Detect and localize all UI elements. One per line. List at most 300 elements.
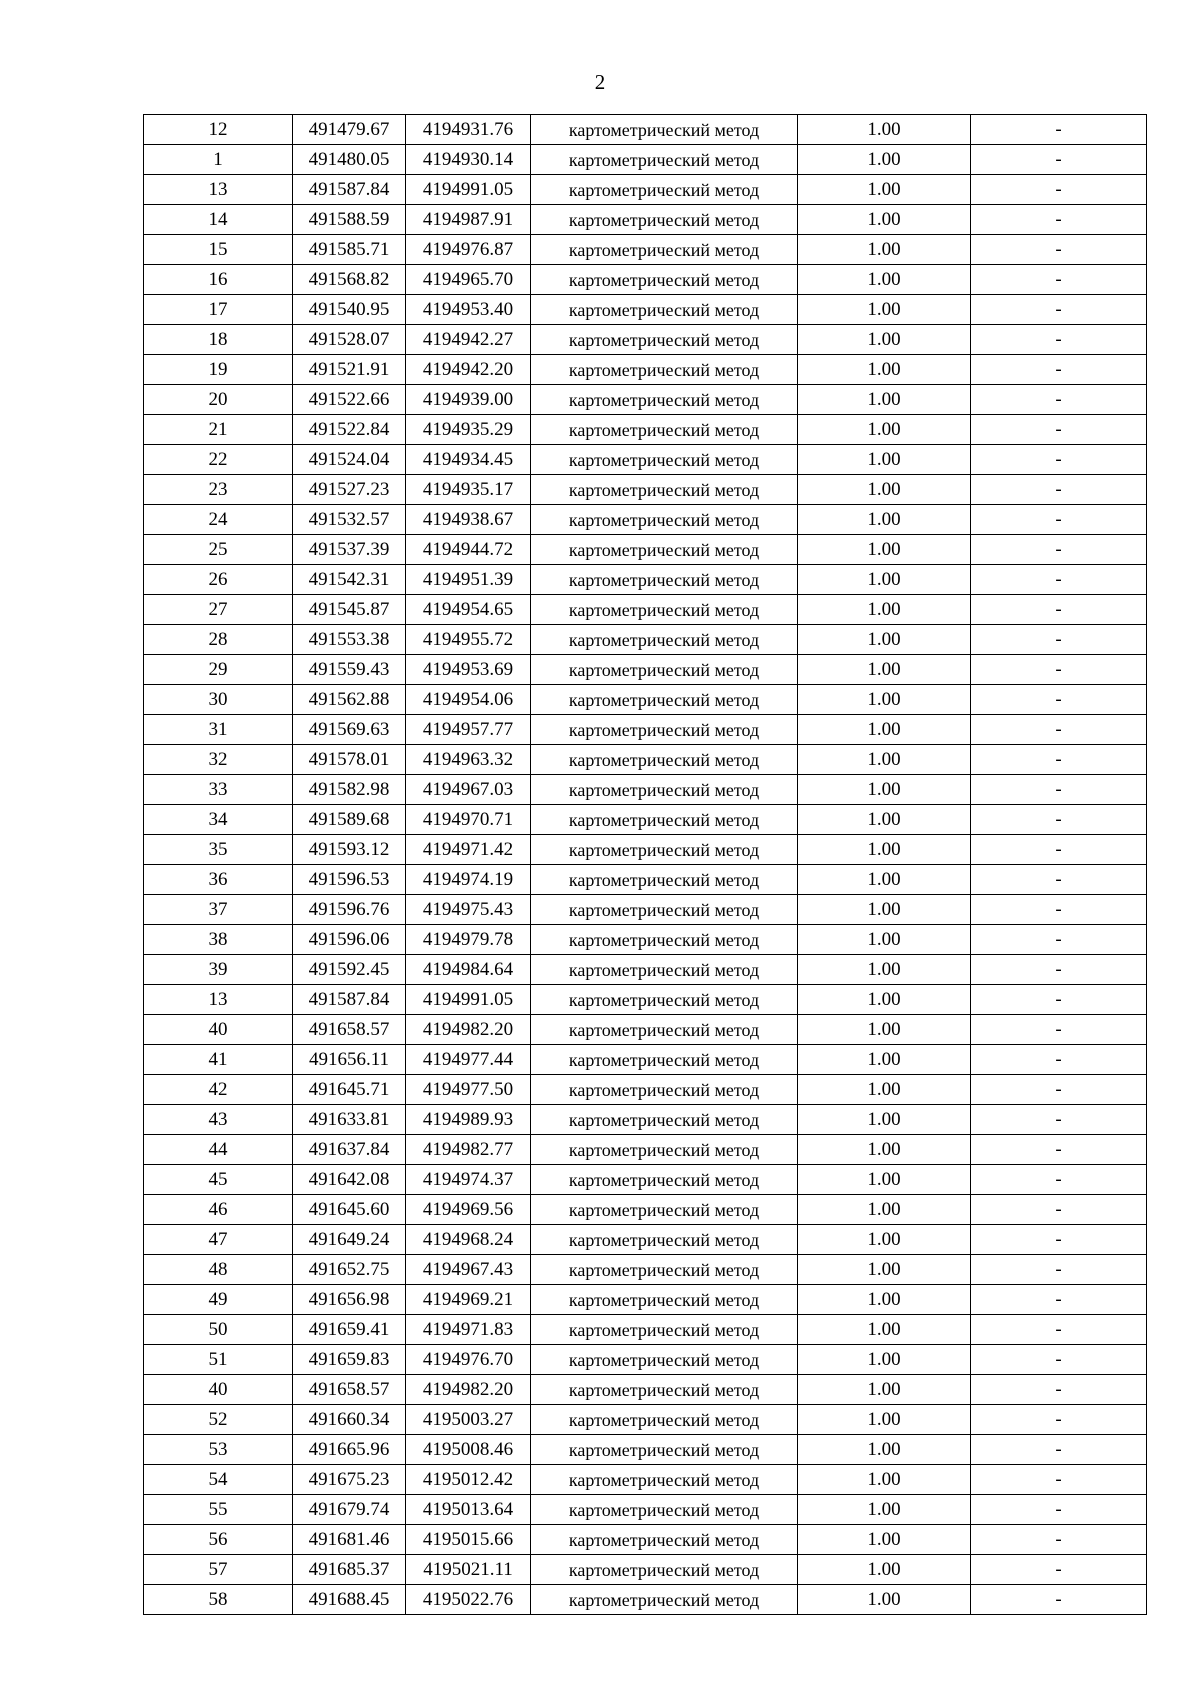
point-number-cell: 25 <box>144 535 293 565</box>
x-coordinate-cell: 491658.57 <box>293 1375 406 1405</box>
note-cell: - <box>971 1495 1147 1525</box>
accuracy-cell: 1.00 <box>798 1195 971 1225</box>
x-coordinate-cell: 491659.83 <box>293 1345 406 1375</box>
method-cell: картометрический метод <box>531 325 798 355</box>
table-row <box>144 1045 1147 1075</box>
table-row <box>144 865 1147 895</box>
point-number-cell: 51 <box>144 1345 293 1375</box>
point-number-cell: 33 <box>144 775 293 805</box>
note-cell: - <box>971 1525 1147 1555</box>
y-coordinate-cell: 4194931.76 <box>406 115 531 145</box>
method-cell: картометрический метод <box>531 655 798 685</box>
x-coordinate-cell: 491542.31 <box>293 565 406 595</box>
x-coordinate-cell: 491660.34 <box>293 1405 406 1435</box>
table-row <box>144 1525 1147 1555</box>
note-cell: - <box>971 655 1147 685</box>
x-coordinate-cell: 491524.04 <box>293 445 406 475</box>
method-cell: картометрический метод <box>531 1435 798 1465</box>
x-coordinate-cell: 491522.84 <box>293 415 406 445</box>
point-number-cell: 29 <box>144 655 293 685</box>
accuracy-cell: 1.00 <box>798 1555 971 1585</box>
accuracy-cell: 1.00 <box>798 775 971 805</box>
point-number-cell: 41 <box>144 1045 293 1075</box>
y-coordinate-cell: 4194930.14 <box>406 145 531 175</box>
note-cell: - <box>971 895 1147 925</box>
x-coordinate-cell: 491532.57 <box>293 505 406 535</box>
table-row <box>144 415 1147 445</box>
accuracy-cell: 1.00 <box>798 205 971 235</box>
method-cell: картометрический метод <box>531 1105 798 1135</box>
method-cell: картометрический метод <box>531 385 798 415</box>
x-coordinate-cell: 491688.45 <box>293 1585 406 1615</box>
y-coordinate-cell: 4195013.64 <box>406 1495 531 1525</box>
y-coordinate-cell: 4194982.20 <box>406 1375 531 1405</box>
x-coordinate-cell: 491679.74 <box>293 1495 406 1525</box>
method-cell: картометрический метод <box>531 1135 798 1165</box>
table-row <box>144 1405 1147 1435</box>
accuracy-cell: 1.00 <box>798 1105 971 1135</box>
method-cell: картометрический метод <box>531 595 798 625</box>
note-cell: - <box>971 775 1147 805</box>
point-number-cell: 27 <box>144 595 293 625</box>
accuracy-cell: 1.00 <box>798 1135 971 1165</box>
point-number-cell: 22 <box>144 445 293 475</box>
table-row <box>144 805 1147 835</box>
y-coordinate-cell: 4194989.93 <box>406 1105 531 1135</box>
x-coordinate-cell: 491522.66 <box>293 385 406 415</box>
point-number-cell: 45 <box>144 1165 293 1195</box>
method-cell: картометрический метод <box>531 1015 798 1045</box>
note-cell: - <box>971 1105 1147 1135</box>
y-coordinate-cell: 4194975.43 <box>406 895 531 925</box>
page-number: 2 <box>594 70 606 94</box>
point-number-cell: 37 <box>144 895 293 925</box>
accuracy-cell: 1.00 <box>798 1075 971 1105</box>
x-coordinate-cell: 491582.98 <box>293 775 406 805</box>
note-cell: - <box>971 325 1147 355</box>
table-row <box>144 685 1147 715</box>
note-cell: - <box>971 1165 1147 1195</box>
method-cell: картометрический метод <box>531 205 798 235</box>
note-cell: - <box>971 445 1147 475</box>
accuracy-cell: 1.00 <box>798 1435 971 1465</box>
note-cell: - <box>971 235 1147 265</box>
x-coordinate-cell: 491480.05 <box>293 145 406 175</box>
y-coordinate-cell: 4194987.91 <box>406 205 531 235</box>
accuracy-cell: 1.00 <box>798 1495 971 1525</box>
point-number-cell: 28 <box>144 625 293 655</box>
x-coordinate-cell: 491578.01 <box>293 745 406 775</box>
point-number-cell: 32 <box>144 745 293 775</box>
method-cell: картометрический метод <box>531 1255 798 1285</box>
note-cell: - <box>971 505 1147 535</box>
point-number-cell: 17 <box>144 295 293 325</box>
x-coordinate-cell: 491633.81 <box>293 1105 406 1135</box>
accuracy-cell: 1.00 <box>798 415 971 445</box>
y-coordinate-cell: 4194939.00 <box>406 385 531 415</box>
x-coordinate-cell: 491479.67 <box>293 115 406 145</box>
point-number-cell: 40 <box>144 1375 293 1405</box>
y-coordinate-cell: 4194977.44 <box>406 1045 531 1075</box>
y-coordinate-cell: 4194991.05 <box>406 985 531 1015</box>
y-coordinate-cell: 4194953.40 <box>406 295 531 325</box>
method-cell: картометрический метод <box>531 805 798 835</box>
table-row <box>144 1375 1147 1405</box>
point-number-cell: 1 <box>144 145 293 175</box>
x-coordinate-cell: 491587.84 <box>293 985 406 1015</box>
y-coordinate-cell: 4194970.71 <box>406 805 531 835</box>
accuracy-cell: 1.00 <box>798 1285 971 1315</box>
note-cell: - <box>971 865 1147 895</box>
method-cell: картометрический метод <box>531 415 798 445</box>
method-cell: картометрический метод <box>531 895 798 925</box>
point-number-cell: 18 <box>144 325 293 355</box>
point-number-cell: 16 <box>144 265 293 295</box>
y-coordinate-cell: 4194982.77 <box>406 1135 531 1165</box>
table-row <box>144 1495 1147 1525</box>
point-number-cell: 15 <box>144 235 293 265</box>
table-row <box>144 1435 1147 1465</box>
table-row <box>144 985 1147 1015</box>
y-coordinate-cell: 4194938.67 <box>406 505 531 535</box>
method-cell: картометрический метод <box>531 1165 798 1195</box>
accuracy-cell: 1.00 <box>798 235 971 265</box>
accuracy-cell: 1.00 <box>798 985 971 1015</box>
method-cell: картометрический метод <box>531 1495 798 1525</box>
point-number-cell: 38 <box>144 925 293 955</box>
note-cell: - <box>971 1225 1147 1255</box>
coordinates-table-body <box>144 115 1147 1615</box>
y-coordinate-cell: 4194954.65 <box>406 595 531 625</box>
point-number-cell: 53 <box>144 1435 293 1465</box>
x-coordinate-cell: 491540.95 <box>293 295 406 325</box>
coordinates-table <box>143 114 1147 1615</box>
table-row <box>144 1135 1147 1165</box>
accuracy-cell: 1.00 <box>798 1165 971 1195</box>
point-number-cell: 35 <box>144 835 293 865</box>
method-cell: картометрический метод <box>531 1555 798 1585</box>
accuracy-cell: 1.00 <box>798 1525 971 1555</box>
y-coordinate-cell: 4195012.42 <box>406 1465 531 1495</box>
method-cell: картометрический метод <box>531 1525 798 1555</box>
note-cell: - <box>971 205 1147 235</box>
note-cell: - <box>971 625 1147 655</box>
x-coordinate-cell: 491589.68 <box>293 805 406 835</box>
accuracy-cell: 1.00 <box>798 925 971 955</box>
x-coordinate-cell: 491588.59 <box>293 205 406 235</box>
note-cell: - <box>971 565 1147 595</box>
accuracy-cell: 1.00 <box>798 745 971 775</box>
accuracy-cell: 1.00 <box>798 265 971 295</box>
table-row <box>144 325 1147 355</box>
x-coordinate-cell: 491656.98 <box>293 1285 406 1315</box>
accuracy-cell: 1.00 <box>798 355 971 385</box>
y-coordinate-cell: 4194935.29 <box>406 415 531 445</box>
table-row <box>144 535 1147 565</box>
method-cell: картометрический метод <box>531 145 798 175</box>
y-coordinate-cell: 4194974.37 <box>406 1165 531 1195</box>
x-coordinate-cell: 491642.08 <box>293 1165 406 1195</box>
y-coordinate-cell: 4194968.24 <box>406 1225 531 1255</box>
method-cell: картометрический метод <box>531 535 798 565</box>
y-coordinate-cell: 4194969.56 <box>406 1195 531 1225</box>
x-coordinate-cell: 491537.39 <box>293 535 406 565</box>
point-number-cell: 57 <box>144 1555 293 1585</box>
method-cell: картометрический метод <box>531 1045 798 1075</box>
note-cell: - <box>971 1285 1147 1315</box>
note-cell: - <box>971 1345 1147 1375</box>
y-coordinate-cell: 4194967.43 <box>406 1255 531 1285</box>
x-coordinate-cell: 491675.23 <box>293 1465 406 1495</box>
table-row <box>144 1315 1147 1345</box>
method-cell: картометрический метод <box>531 1225 798 1255</box>
y-coordinate-cell: 4194944.72 <box>406 535 531 565</box>
y-coordinate-cell: 4194953.69 <box>406 655 531 685</box>
method-cell: картометрический метод <box>531 1465 798 1495</box>
x-coordinate-cell: 491645.60 <box>293 1195 406 1225</box>
method-cell: картометрический метод <box>531 955 798 985</box>
table-row <box>144 1555 1147 1585</box>
y-coordinate-cell: 4194976.87 <box>406 235 531 265</box>
accuracy-cell: 1.00 <box>798 625 971 655</box>
table-row <box>144 1075 1147 1105</box>
method-cell: картометрический метод <box>531 625 798 655</box>
y-coordinate-cell: 4195021.11 <box>406 1555 531 1585</box>
point-number-cell: 42 <box>144 1075 293 1105</box>
note-cell: - <box>971 1555 1147 1585</box>
point-number-cell: 54 <box>144 1465 293 1495</box>
accuracy-cell: 1.00 <box>798 865 971 895</box>
point-number-cell: 52 <box>144 1405 293 1435</box>
accuracy-cell: 1.00 <box>798 1345 971 1375</box>
x-coordinate-cell: 491553.38 <box>293 625 406 655</box>
point-number-cell: 48 <box>144 1255 293 1285</box>
point-number-cell: 36 <box>144 865 293 895</box>
table-row <box>144 925 1147 955</box>
table-row <box>144 205 1147 235</box>
table-row <box>144 1165 1147 1195</box>
note-cell: - <box>971 385 1147 415</box>
accuracy-cell: 1.00 <box>798 595 971 625</box>
point-number-cell: 46 <box>144 1195 293 1225</box>
table-row <box>144 445 1147 475</box>
x-coordinate-cell: 491685.37 <box>293 1555 406 1585</box>
method-cell: картометрический метод <box>531 925 798 955</box>
method-cell: картометрический метод <box>531 475 798 505</box>
note-cell: - <box>971 115 1147 145</box>
point-number-cell: 13 <box>144 175 293 205</box>
x-coordinate-cell: 491596.76 <box>293 895 406 925</box>
point-number-cell: 58 <box>144 1585 293 1615</box>
point-number-cell: 23 <box>144 475 293 505</box>
accuracy-cell: 1.00 <box>798 1375 971 1405</box>
method-cell: картометрический метод <box>531 445 798 475</box>
note-cell: - <box>971 1135 1147 1165</box>
method-cell: картометрический метод <box>531 355 798 385</box>
accuracy-cell: 1.00 <box>798 505 971 535</box>
note-cell: - <box>971 1315 1147 1345</box>
method-cell: картометрический метод <box>531 685 798 715</box>
method-cell: картометрический метод <box>531 175 798 205</box>
table-row <box>144 145 1147 175</box>
table-row <box>144 1465 1147 1495</box>
y-coordinate-cell: 4195022.76 <box>406 1585 531 1615</box>
y-coordinate-cell: 4194957.77 <box>406 715 531 745</box>
point-number-cell: 31 <box>144 715 293 745</box>
accuracy-cell: 1.00 <box>798 715 971 745</box>
table-row <box>144 955 1147 985</box>
note-cell: - <box>971 985 1147 1015</box>
method-cell: картометрический метод <box>531 265 798 295</box>
table-row <box>144 775 1147 805</box>
x-coordinate-cell: 491528.07 <box>293 325 406 355</box>
y-coordinate-cell: 4194967.03 <box>406 775 531 805</box>
accuracy-cell: 1.00 <box>798 535 971 565</box>
point-number-cell: 34 <box>144 805 293 835</box>
table-row <box>144 175 1147 205</box>
note-cell: - <box>971 1195 1147 1225</box>
note-cell: - <box>971 1435 1147 1465</box>
table-row <box>144 1015 1147 1045</box>
table-row <box>144 1285 1147 1315</box>
note-cell: - <box>971 1255 1147 1285</box>
accuracy-cell: 1.00 <box>798 115 971 145</box>
point-number-cell: 21 <box>144 415 293 445</box>
point-number-cell: 26 <box>144 565 293 595</box>
note-cell: - <box>971 955 1147 985</box>
method-cell: картометрический метод <box>531 565 798 595</box>
x-coordinate-cell: 491559.43 <box>293 655 406 685</box>
table-row <box>144 265 1147 295</box>
point-number-cell: 49 <box>144 1285 293 1315</box>
table-row <box>144 475 1147 505</box>
accuracy-cell: 1.00 <box>798 325 971 355</box>
y-coordinate-cell: 4194969.21 <box>406 1285 531 1315</box>
accuracy-cell: 1.00 <box>798 1315 971 1345</box>
y-coordinate-cell: 4194991.05 <box>406 175 531 205</box>
note-cell: - <box>971 715 1147 745</box>
table-row <box>144 625 1147 655</box>
x-coordinate-cell: 491521.91 <box>293 355 406 385</box>
y-coordinate-cell: 4194955.72 <box>406 625 531 655</box>
accuracy-cell: 1.00 <box>798 1225 971 1255</box>
x-coordinate-cell: 491645.71 <box>293 1075 406 1105</box>
method-cell: картометрический метод <box>531 505 798 535</box>
method-cell: картометрический метод <box>531 985 798 1015</box>
x-coordinate-cell: 491585.71 <box>293 235 406 265</box>
method-cell: картометрический метод <box>531 1285 798 1315</box>
note-cell: - <box>971 535 1147 565</box>
accuracy-cell: 1.00 <box>798 1585 971 1615</box>
table-row <box>144 1225 1147 1255</box>
x-coordinate-cell: 491596.06 <box>293 925 406 955</box>
method-cell: картометрический метод <box>531 295 798 325</box>
method-cell: картометрический метод <box>531 1585 798 1615</box>
method-cell: картометрический метод <box>531 1075 798 1105</box>
accuracy-cell: 1.00 <box>798 385 971 415</box>
method-cell: картометрический метод <box>531 715 798 745</box>
x-coordinate-cell: 491568.82 <box>293 265 406 295</box>
table-row <box>144 655 1147 685</box>
point-number-cell: 56 <box>144 1525 293 1555</box>
y-coordinate-cell: 4194942.20 <box>406 355 531 385</box>
point-number-cell: 24 <box>144 505 293 535</box>
table-row <box>144 1105 1147 1135</box>
table-row <box>144 1195 1147 1225</box>
point-number-cell: 19 <box>144 355 293 385</box>
point-number-cell: 20 <box>144 385 293 415</box>
y-coordinate-cell: 4194971.83 <box>406 1315 531 1345</box>
x-coordinate-cell: 491527.23 <box>293 475 406 505</box>
method-cell: картометрический метод <box>531 745 798 775</box>
table-row <box>144 295 1147 325</box>
x-coordinate-cell: 491681.46 <box>293 1525 406 1555</box>
y-coordinate-cell: 4194954.06 <box>406 685 531 715</box>
y-coordinate-cell: 4195003.27 <box>406 1405 531 1435</box>
accuracy-cell: 1.00 <box>798 955 971 985</box>
note-cell: - <box>971 355 1147 385</box>
y-coordinate-cell: 4194934.45 <box>406 445 531 475</box>
method-cell: картометрический метод <box>531 1345 798 1375</box>
method-cell: картометрический метод <box>531 865 798 895</box>
x-coordinate-cell: 491658.57 <box>293 1015 406 1045</box>
table-row <box>144 565 1147 595</box>
accuracy-cell: 1.00 <box>798 805 971 835</box>
x-coordinate-cell: 491592.45 <box>293 955 406 985</box>
y-coordinate-cell: 4194951.39 <box>406 565 531 595</box>
accuracy-cell: 1.00 <box>798 895 971 925</box>
y-coordinate-cell: 4194971.42 <box>406 835 531 865</box>
table-row <box>144 1585 1147 1615</box>
note-cell: - <box>971 475 1147 505</box>
table-row <box>144 505 1147 535</box>
y-coordinate-cell: 4194942.27 <box>406 325 531 355</box>
point-number-cell: 30 <box>144 685 293 715</box>
note-cell: - <box>971 265 1147 295</box>
y-coordinate-cell: 4194977.50 <box>406 1075 531 1105</box>
accuracy-cell: 1.00 <box>798 1015 971 1045</box>
note-cell: - <box>971 595 1147 625</box>
y-coordinate-cell: 4194982.20 <box>406 1015 531 1045</box>
accuracy-cell: 1.00 <box>798 1045 971 1075</box>
point-number-cell: 40 <box>144 1015 293 1045</box>
table-row <box>144 835 1147 865</box>
note-cell: - <box>971 1585 1147 1615</box>
note-cell: - <box>971 805 1147 835</box>
note-cell: - <box>971 175 1147 205</box>
accuracy-cell: 1.00 <box>798 295 971 325</box>
table-row <box>144 1255 1147 1285</box>
method-cell: картометрический метод <box>531 235 798 265</box>
accuracy-cell: 1.00 <box>798 1465 971 1495</box>
point-number-cell: 14 <box>144 205 293 235</box>
point-number-cell: 12 <box>144 115 293 145</box>
y-coordinate-cell: 4195008.46 <box>406 1435 531 1465</box>
method-cell: картометрический метод <box>531 115 798 145</box>
note-cell: - <box>971 925 1147 955</box>
note-cell: - <box>971 1405 1147 1435</box>
accuracy-cell: 1.00 <box>798 565 971 595</box>
table-row <box>144 385 1147 415</box>
y-coordinate-cell: 4195015.66 <box>406 1525 531 1555</box>
x-coordinate-cell: 491562.88 <box>293 685 406 715</box>
y-coordinate-cell: 4194935.17 <box>406 475 531 505</box>
note-cell: - <box>971 685 1147 715</box>
table-row <box>144 895 1147 925</box>
accuracy-cell: 1.00 <box>798 1255 971 1285</box>
y-coordinate-cell: 4194984.64 <box>406 955 531 985</box>
x-coordinate-cell: 491587.84 <box>293 175 406 205</box>
